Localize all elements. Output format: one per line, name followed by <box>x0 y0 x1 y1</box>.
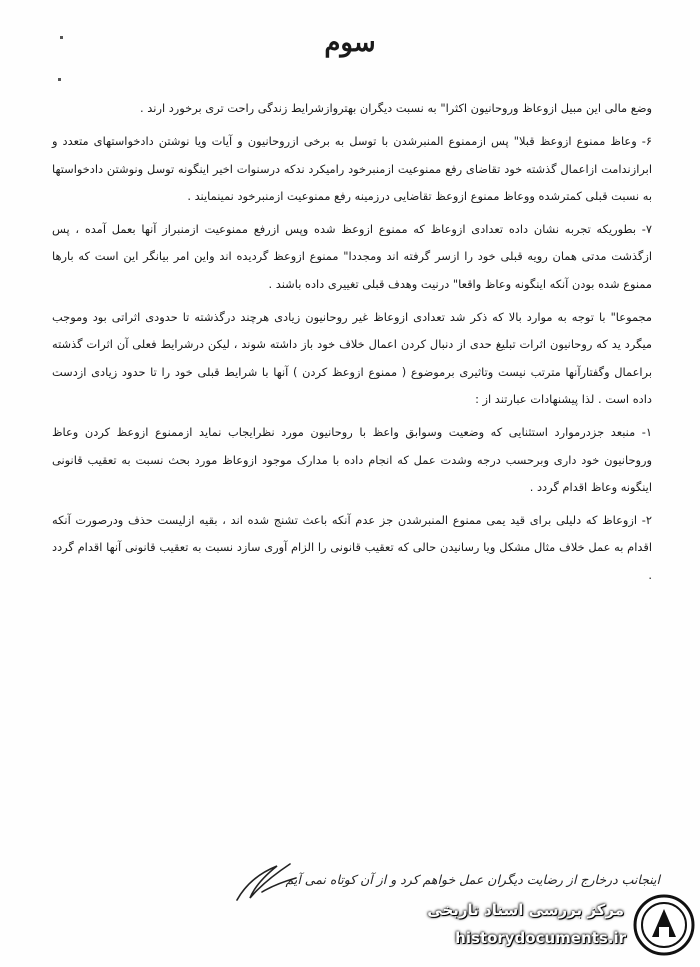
paragraph-intro: وضع مالی این مبیل ازوعاظ وروحانیون اکثرا" به نسبت دیگران بهتروازشرایط زندگی راحت تری برخورد ارند . <box>140 101 652 115</box>
signature-icon <box>232 852 302 912</box>
document-body <box>52 95 652 589</box>
paragraph-summary: مجموعا" با توجه به موارد بالا که ذکر شد تعدادی ازوعاظ غیر روحانیون زیادی هرچند درگذشته تا حدودی اثراتی بود وموجب میگرد ید که روحانیون اثرات تبلیغ حدی از دنبال کردن اعمال خلاف خود باز داشته شوند ، لیکن درشرایط فعلی آن اثرات گذشته براعمال وگفتارآنها مترتب نیست وتاثیری برموضوع ( ممنوع ازوعظ کردن ) آنها با شرایط قبلی خود را تا حدود زیادی ازدست داده است . لذا پیشنهادات عبارتند از : <box>52 310 652 406</box>
handwritten-note: اینجانب درخارج از رضایت دیگران عمل خواهم کرد و از آن کوتاه نمی آیم <box>285 872 660 887</box>
paragraph-proposal-2: ۲- ازوعاظ که دلیلی برای قید یمی ممنوع المنبرشدن جز عدم آنکه باعث تشنج شده اند ، بقیه ازلیست حذف ودرصورت آنکه اقدام به عمل خلاف مثال مشکل ویا رسانیدن حالی که تعقیب قانونی را الزام آوری سازد نسبت به تعقیب قانونی آنها اقدام گردد . <box>52 513 652 582</box>
watermark-url: historydocuments.ir <box>455 929 626 947</box>
archive-logo-icon <box>632 893 696 957</box>
paragraph-item-7: ۷- بطوریکه تجربه نشان داده تعدادی ازوعاظ که ممنوع ازوعظ شده وپس ازرفع ممنوعیت ازمنبراز آنها بعمل آمده ، پس ازگذشت مدتی همان رویه قبلی خود را ازسر گرفته اند ومجددا" ممنوع ازوعظ گردیده اند واین امر بیانگر این است که بارها ممنوع شده بودن آنکه اینگونه وعاظ واقعا" درنیت وهدف قبلی تغییری داده باشند . <box>52 222 652 291</box>
watermark <box>396 887 696 961</box>
watermark-title: مرکز بررسی اسناد تاریخی <box>427 901 624 919</box>
paragraph-item-6: ۶- وعاظ ممنوع ازوعظ قبلا" پس ازممنوع المنبرشدن با توسل به برخی ازروحانیون و آیات ویا نوشتن دادخواستهای متعدد و ابرازندامت ازاعمال گذشته خود تقاضای رفع ممنوعیت ازمنبرخود رامیکرد ندکه درسنوات اخیر اینگونه توسل ونوشتن دادخواستها به نسبت قبلی کمترشده ووعاظ ممنوع ازوعظ تقاضایی درزمینه رفع ممنوعیت ازمنبرخود نمینمایند . <box>52 134 652 203</box>
document-heading: سوم <box>324 28 376 58</box>
margin-mark <box>58 78 61 81</box>
paragraph-proposal-1: ۱- منبعد جزدرموارد استثنایی که وضعیت وسوابق واعظ با روحانیون مورد نظرایجاب نماید ازممنوع ازوعظ کردن وعاظ وروحانیون خود داری وبرحسب درجه وشدت عمل که انجام داده با مدارک موجود ازوعاظ مورد بحث نسبت به تعقیب قانونی اینگونه وعاظ اقدام گردد . <box>52 425 652 494</box>
